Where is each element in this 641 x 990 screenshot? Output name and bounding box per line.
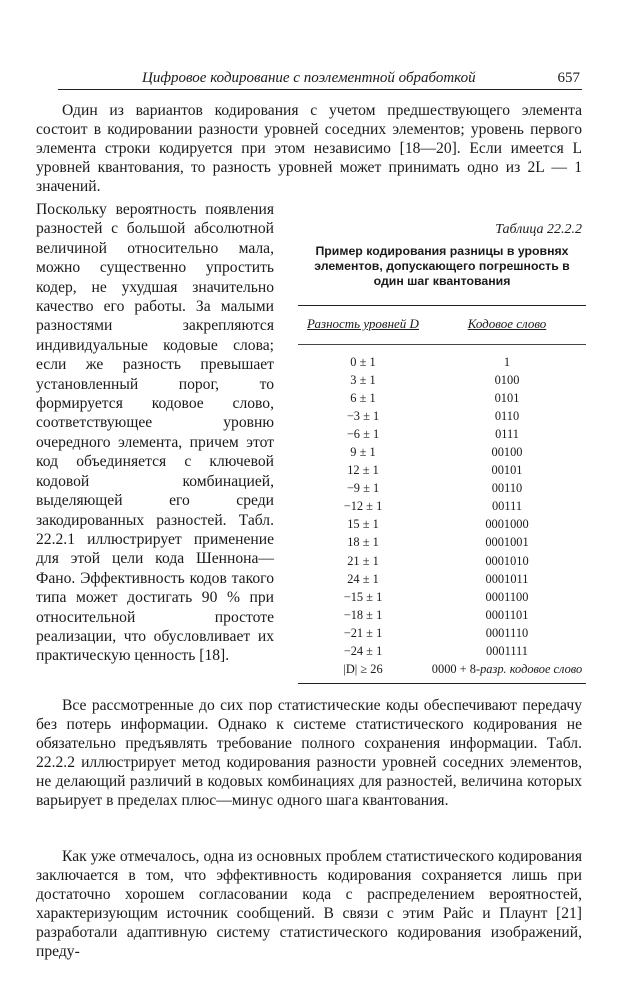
table-row <box>298 389 586 407</box>
cell-code: 0101 <box>494 390 520 405</box>
cell-difference: −15 ± 1 <box>343 589 383 604</box>
header-title: Цифровое кодирование с поэлементной обработкой <box>142 70 476 86</box>
running-header <box>58 66 582 88</box>
table-row <box>298 552 586 570</box>
table-row <box>298 606 586 624</box>
table-number: Таблица 22.2.2 <box>495 222 582 237</box>
cell-difference: −6 ± 1 <box>346 426 380 441</box>
cell-code <box>428 662 586 677</box>
cell-code: 0100 <box>494 372 520 387</box>
cell-difference: |D| ≥ 26 <box>343 662 383 677</box>
cell-code: 1 <box>503 354 511 369</box>
cell-code: 00100 <box>491 445 523 460</box>
cell-code: 00101 <box>491 463 523 478</box>
table-top-rule <box>298 305 586 306</box>
table-row <box>298 643 586 661</box>
cell-code: 0001011 <box>485 571 529 586</box>
cell-difference: 3 ± 1 <box>350 372 376 387</box>
table-row <box>298 516 586 534</box>
cell-difference: −3 ± 1 <box>346 408 380 423</box>
cell-code: 0001110 <box>485 625 529 640</box>
table-row <box>298 443 586 461</box>
cell-code: 0001100 <box>485 589 529 604</box>
cell-difference: 12 ± 1 <box>347 463 379 478</box>
paragraph-3: Все рассмотренные до сих пор статистические коды обеспечивают передачу без потерь информации. Однако к системе статистического кодирования не обязательно предъявлять требование полного сохранения информации. Табл. 22.2.2 иллюстрирует метод кодирования разности уровней соседних элементов, не делающий различий в кодовых комбинациях для разностей, величина которых варьирует в пределах плюс—минус одного шага квантования. <box>36 697 582 809</box>
cell-code: 00110 <box>491 481 523 496</box>
table-row <box>298 353 586 371</box>
cell-code: 0111 <box>495 426 519 441</box>
table-row <box>298 570 586 588</box>
table-22-2-2 <box>298 222 586 684</box>
cell-difference: −18 ± 1 <box>343 607 383 622</box>
cell-code-prefix: 0000 + 8- <box>431 662 481 677</box>
table-row <box>298 407 586 425</box>
cell-difference: 18 ± 1 <box>347 535 379 550</box>
cell-code: 0001111 <box>486 644 528 659</box>
cell-difference: 24 ± 1 <box>347 571 379 586</box>
cell-difference: −9 ± 1 <box>346 481 380 496</box>
table-row <box>298 480 586 498</box>
cell-code-suffix: разр. кодовое слово <box>480 662 583 677</box>
cell-difference: −12 ± 1 <box>343 499 383 514</box>
cell-difference: 21 ± 1 <box>347 553 379 568</box>
table-row <box>298 462 586 480</box>
cell-difference: 15 ± 1 <box>347 517 379 532</box>
table-row-last <box>298 661 586 679</box>
page-number: 657 <box>557 70 580 86</box>
left-column <box>36 200 274 666</box>
column-header-difference: Разность уровней D <box>307 316 419 331</box>
cell-code: 0001101 <box>485 607 529 622</box>
cell-difference: 9 ± 1 <box>350 445 376 460</box>
cell-code: 0001001 <box>485 535 529 550</box>
paragraph-4: Как уже отмечалось, одна из основных проблем статистического кодирования заключается в том, что эффективность кодирования сохраняется лишь при достаточно хорошем согласовании кода с распределением вероятностей, характеризующим источник сообщений. В связи с этим Райс и Плаунт [21] разработали адаптивную систему статистического кодирования изображений, преду- <box>36 848 582 960</box>
table-row <box>298 498 586 516</box>
cell-difference: −24 ± 1 <box>343 644 383 659</box>
table-row <box>298 534 586 552</box>
table-bottom-rule <box>298 683 586 684</box>
table-row <box>298 624 586 642</box>
cell-difference: 0 ± 1 <box>350 354 376 369</box>
table-header-row <box>298 316 586 332</box>
header-rule <box>58 89 582 90</box>
cell-code: 0001010 <box>485 553 529 568</box>
table-caption: Пример кодирования разницы в уровнях элементов, допускающего погрешность в один шаг квантования <box>314 244 570 288</box>
table-row <box>298 371 586 389</box>
table-header-rule <box>298 344 586 345</box>
cell-code: 00111 <box>491 499 523 514</box>
paragraph-2: Поскольку вероятность появления разностей с большой абсолютной величиной относительно мала, можно существенно упростить кодер, не ухудшая значительно качество его работы. За малыми разностями закрепляются индивидуальные кодовые слова; если же разность превышает установленный порог, то формируется кодовое слово, соответствующее уровню очередного элемента, причем этот код объединяется с ключевой кодовой комбинацией, выделяющей его среди закодированных разностей. Табл. 22.2.1 иллюстрирует применение для этой цели кода Шеннона—Фано. Эффективность кодов такого типа может достигать 90 % при относительной простоте реализации, что обусловливает их практическую ценность [18]. <box>36 201 274 665</box>
cell-code: 0110 <box>494 408 520 423</box>
table-row <box>298 425 586 443</box>
cell-difference: −21 ± 1 <box>343 625 383 640</box>
cell-code: 0001000 <box>485 517 529 532</box>
column-header-code: Кодовое слово <box>467 316 547 331</box>
paragraph-1: Один из вариантов кодирования с учетом предшествующего элемента состоит в кодировании разности уровней соседних элементов; уровень первого элемента строки кодируется при этом независимо [18—20]. Если имеется L уровней квантования, то разность уровней может принимать одно из 2L — 1 значений. <box>36 102 582 195</box>
cell-difference: 6 ± 1 <box>350 390 376 405</box>
table-body <box>298 353 586 661</box>
table-row <box>298 588 586 606</box>
